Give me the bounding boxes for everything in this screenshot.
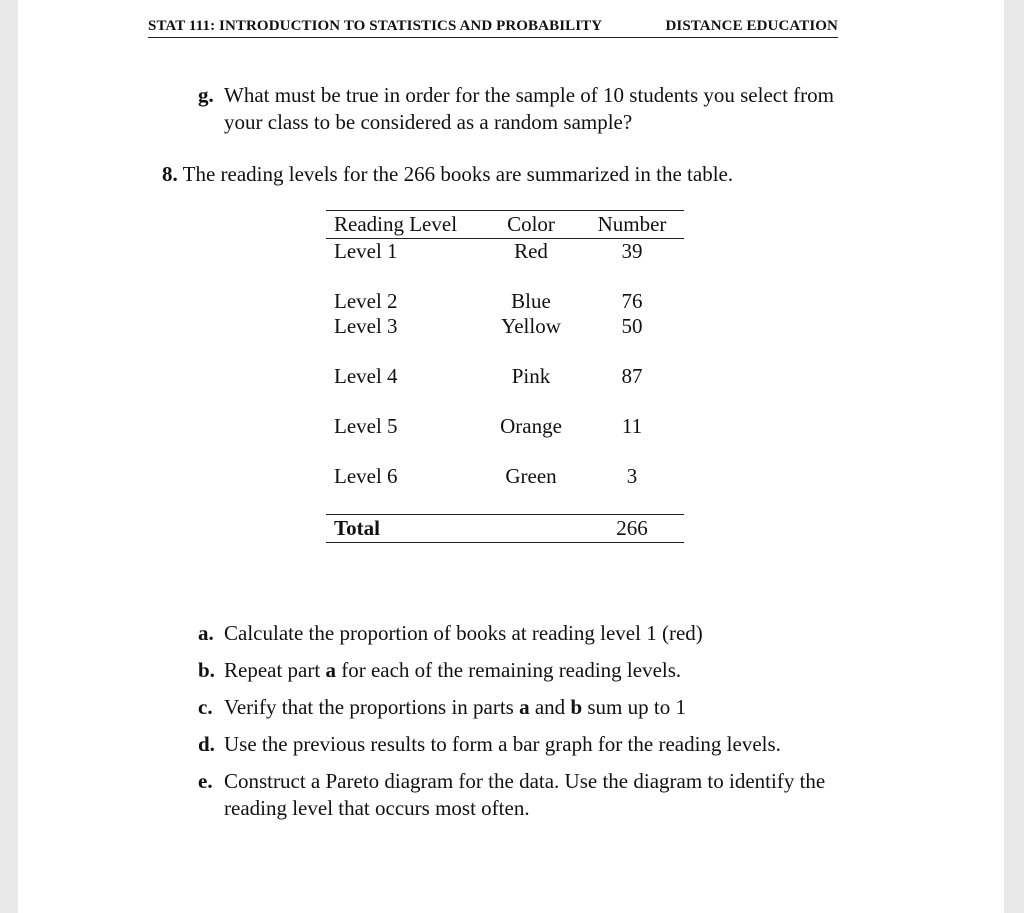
part-a-label: a.	[198, 621, 214, 645]
part-c-bold-ref-a: a	[519, 695, 530, 719]
cell-number: 76	[621, 289, 643, 313]
cell-level: Level 3	[334, 314, 398, 338]
table-row	[326, 414, 684, 464]
total-label: Total	[326, 515, 482, 543]
course-title: STAT 111: INTRODUCTION TO STATISTICS AND PROBABILITY	[148, 18, 603, 34]
table-row	[326, 364, 684, 414]
question-g-text: What must be true in order for the sample of 10 students you select from your class to be considered as a random sample?	[224, 83, 835, 134]
header-number: Number	[580, 211, 684, 239]
table-row	[326, 264, 684, 314]
cell-number: 3	[626, 464, 638, 488]
table-header-row	[326, 211, 684, 239]
cell-level: Level 1	[334, 239, 398, 263]
part-d	[198, 731, 878, 758]
part-e-label: e.	[198, 769, 213, 793]
question-8-text: The reading levels for the 266 books are summarized in the table.	[182, 162, 734, 186]
header-color: Color	[482, 211, 580, 239]
department-label: DISTANCE EDUCATION	[665, 18, 838, 34]
table-total-row	[326, 515, 684, 543]
table-row	[326, 314, 684, 364]
cell-number: 39	[621, 239, 643, 263]
cell-color: Blue	[511, 289, 551, 313]
part-e	[198, 768, 878, 822]
part-c-text-mid: and	[529, 695, 571, 719]
total-value: 266	[580, 515, 684, 543]
cell-number: 87	[621, 364, 643, 388]
table-row	[326, 464, 684, 515]
cell-level: Level 6	[334, 464, 398, 488]
part-b	[198, 657, 878, 684]
part-d-label: d.	[198, 732, 215, 756]
part-b-bold-ref: a	[325, 658, 336, 682]
part-b-text-pre: Repeat part	[224, 658, 326, 682]
cell-level: Level 2	[334, 289, 398, 313]
question-parts	[198, 620, 878, 832]
table-row	[326, 239, 684, 265]
question-g	[198, 82, 858, 136]
header-reading-level: Reading Level	[326, 211, 482, 239]
question-8	[162, 161, 862, 188]
total-empty-cell	[482, 515, 580, 543]
cell-number: 11	[621, 414, 643, 438]
cell-level: Level 5	[334, 414, 398, 438]
part-a-text: Calculate the proportion of books at reading level 1 (red)	[224, 621, 703, 645]
part-c-text-pre: Verify that the proportions in parts	[224, 695, 520, 719]
part-c	[198, 694, 878, 721]
cell-color: Pink	[511, 364, 551, 388]
part-b-text-post: for each of the remaining reading levels.	[335, 658, 682, 682]
part-a	[198, 620, 878, 647]
question-g-label: g.	[198, 83, 214, 107]
page-header	[148, 18, 838, 38]
cell-color: Yellow	[501, 314, 561, 338]
cell-color: Red	[514, 239, 548, 263]
part-c-text-post: sum up to 1	[582, 695, 686, 719]
question-8-label: 8.	[162, 162, 178, 186]
cell-level: Level 4	[334, 364, 398, 388]
cell-color: Green	[505, 464, 557, 488]
part-d-text: Use the previous results to form a bar graph for the reading levels.	[224, 732, 781, 756]
part-c-bold-ref-b: b	[570, 695, 583, 719]
part-c-label: c.	[198, 695, 213, 719]
part-b-label: b.	[198, 658, 215, 682]
reading-level-table	[326, 210, 684, 543]
cell-number: 50	[621, 314, 643, 338]
part-e-text: Construct a Pareto diagram for the data. Use the diagram to identify the reading level that occurs most often.	[224, 769, 826, 820]
cell-color: Orange	[500, 414, 562, 438]
